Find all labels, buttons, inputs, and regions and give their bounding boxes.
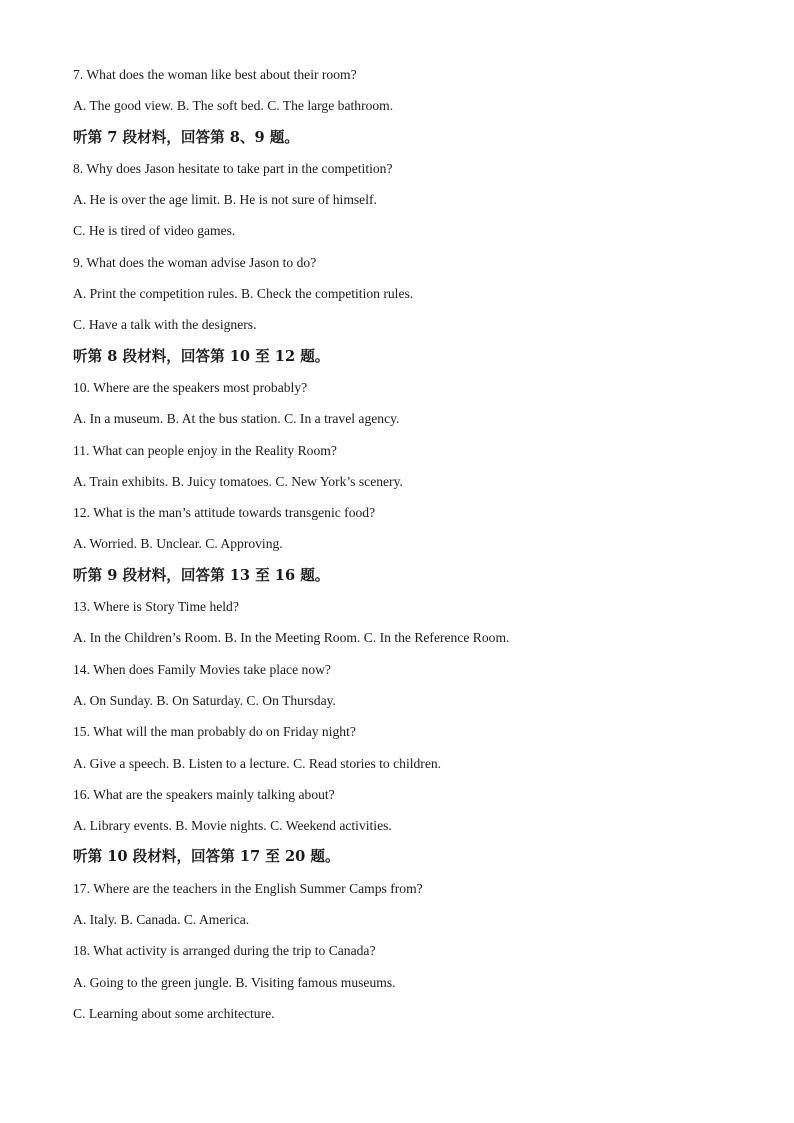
options-7: A. The good view. B. The soft bed. C. The large bathroom. (73, 98, 394, 114)
options-13: A. In the Children’s Room. B. In the Meeting Room. C. In the Reference Room. (73, 630, 510, 646)
question-9: 9. What does the woman advise Jason to do? (73, 254, 317, 270)
section-heading-9: 听第 9 段材料，回答第 13 至 16 题。 (73, 566, 330, 584)
options-18-c: C. Learning about some architecture. (73, 1005, 275, 1021)
options-9-ab: A. Print the competition rules. B. Check the competition rules. (73, 286, 414, 302)
question-16: 16. What are the speakers mainly talking about? (73, 786, 335, 802)
question-17: 17. Where are the teachers in the English Summer Camps from? (73, 880, 423, 896)
section-heading-8: 听第 8 段材料，回答第 10 至 12 题。 (73, 347, 330, 365)
question-12: 12. What is the man’s attitude towards transgenic food? (73, 505, 376, 521)
question-11: 11. What can people enjoy in the Reality Room? (73, 442, 337, 458)
document-page (73, 64, 753, 1034)
options-15: A. Give a speech. B. Listen to a lecture. C. Read stories to children. (73, 755, 442, 771)
question-8: 8. Why does Jason hesitate to take part in the competition? (73, 160, 393, 176)
question-7: 7. What does the woman like best about their room? (73, 67, 357, 82)
question-14: 14. When does Family Movies take place now? (73, 661, 331, 677)
options-16: A. Library events. B. Movie nights. C. Weekend activities. (73, 818, 392, 834)
section-heading-7: 听第 7 段材料，回答第 8、9 题。 (73, 128, 299, 146)
options-10: A. In a museum. B. At the bus station. C. In a travel agency. (73, 411, 400, 427)
options-12: A. Worried. B. Unclear. C. Approving. (73, 536, 283, 552)
question-18: 18. What activity is arranged during the trip to Canada? (73, 943, 376, 959)
section-heading-10: 听第 10 段材料，回答第 17 至 20 题。 (73, 848, 340, 866)
options-11: A. Train exhibits. B. Juicy tomatoes. C. New York’s scenery. (73, 473, 403, 489)
options-8-ab: A. He is over the age limit. B. He is not sure of himself. (73, 192, 377, 208)
options-17: A. Italy. B. Canada. C. America. (73, 912, 250, 928)
question-15: 15. What will the man probably do on Friday night? (73, 724, 356, 740)
question-10: 10. Where are the speakers most probably? (73, 379, 308, 395)
options-9-c: C. Have a talk with the designers. (73, 317, 257, 333)
options-8-c: C. He is tired of video games. (73, 223, 236, 239)
options-18-ab: A. Going to the green jungle. B. Visiting famous museums. (73, 974, 396, 990)
question-13: 13. Where is Story Time held? (73, 599, 239, 615)
options-14: A. On Sunday. B. On Saturday. C. On Thursday. (73, 692, 336, 708)
